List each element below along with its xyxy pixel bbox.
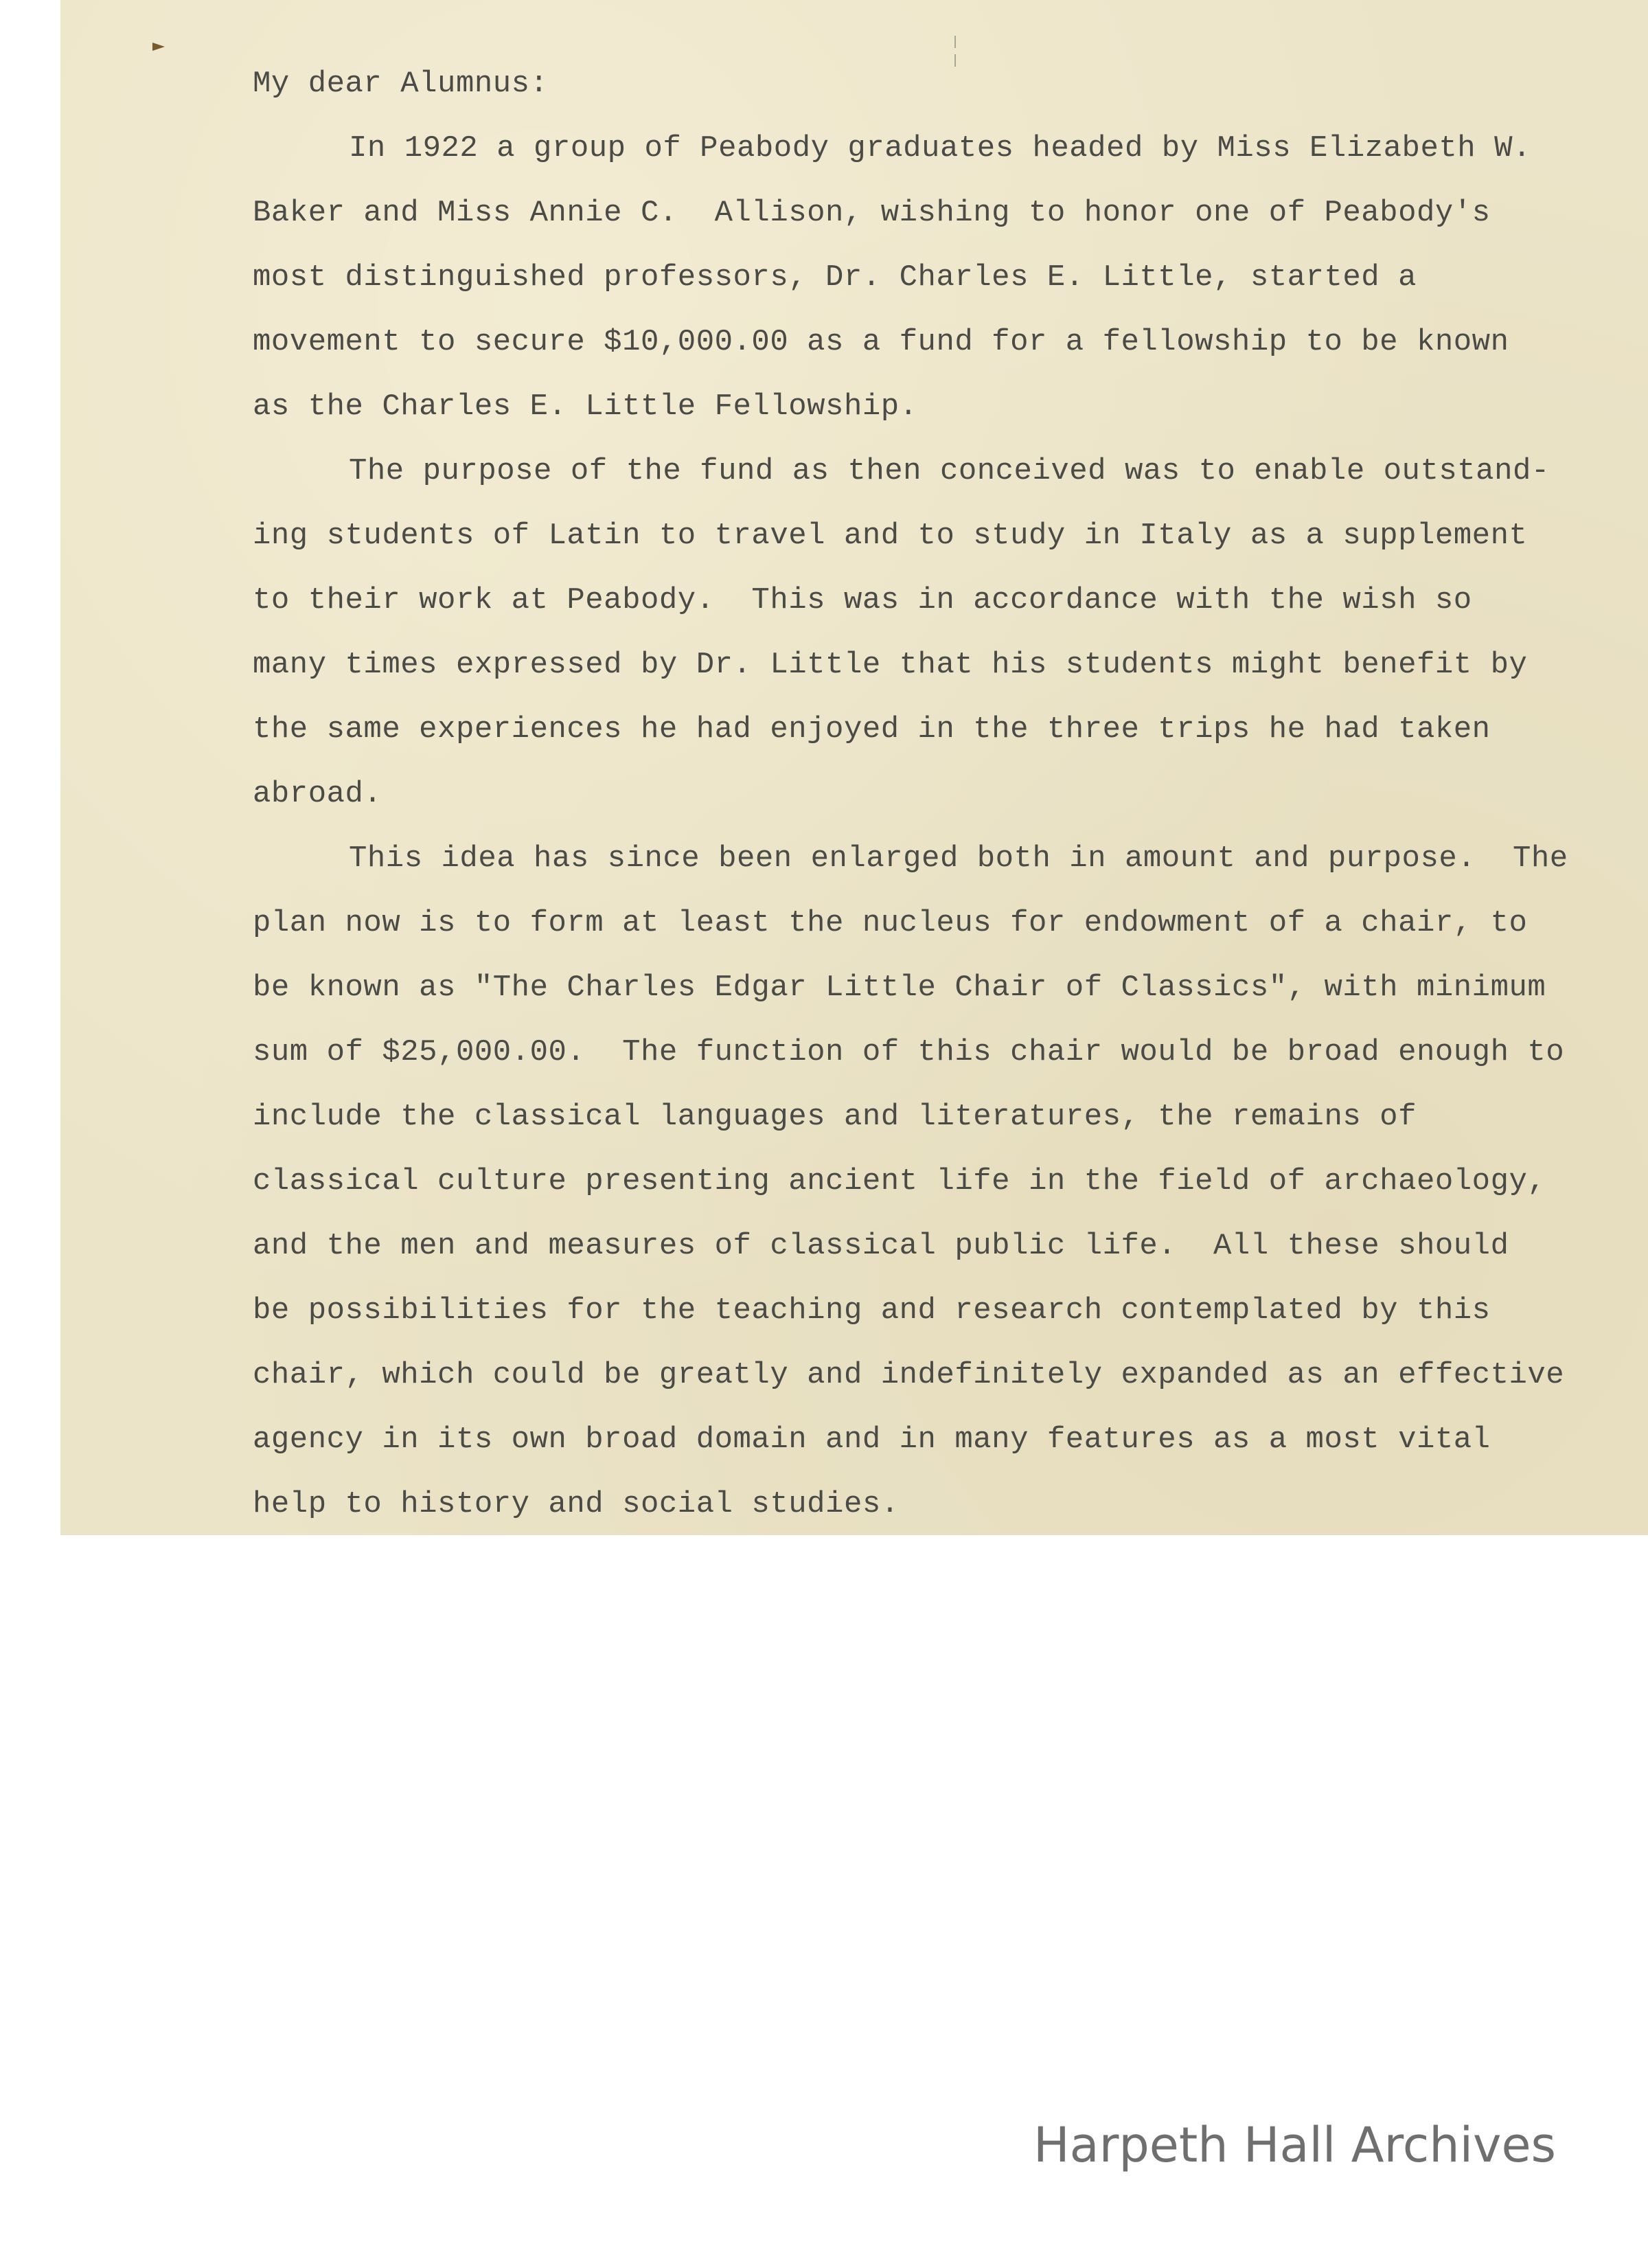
letter-line: help to history and social studies. xyxy=(253,1487,900,1521)
archive-watermark: Harpeth Hall Archives xyxy=(1033,2117,1556,2173)
letter-line: as the Charles E. Little Fellowship. xyxy=(253,389,918,424)
letter-line: the same experiences he had enjoyed in the three trips he had taken xyxy=(253,712,1491,747)
letter-line: classical culture presenting ancient life in the field of archaeology, xyxy=(253,1164,1546,1199)
letter-line: In 1922 a group of Peabody graduates headed by Miss Elizabeth W. xyxy=(349,131,1531,166)
letter-line: The purpose of the fund as then conceived was to enable outstand- xyxy=(349,454,1550,488)
letter-line: ing students of Latin to travel and to study in Italy as a supplement xyxy=(253,519,1528,553)
letter-line: many times expressed by Dr. Little that his students might benefit by xyxy=(253,648,1528,682)
letter-line: sum of $25,000.00. The function of this chair would be broad enough to xyxy=(253,1035,1565,1069)
letter-line: This idea has since been enlarged both in amount and purpose. The xyxy=(349,841,1568,876)
letter-line: most distinguished professors, Dr. Charles E. Little, started a xyxy=(253,260,1417,295)
letter-page xyxy=(60,0,1648,1535)
letter-line: abroad. xyxy=(253,777,382,811)
letter-line: movement to secure $10,000.00 as a fund for a fellowship to be known xyxy=(253,325,1509,359)
letter-line: to their work at Peabody. This was in accordance with the wish so xyxy=(253,583,1472,617)
fold-mark xyxy=(954,36,956,77)
letter-line: be possibilities for the teaching and research contemplated by this xyxy=(253,1293,1491,1328)
letter-line: be known as "The Charles Edgar Little Chair of Classics", with minimum xyxy=(253,971,1546,1005)
margin-mark-icon xyxy=(152,43,165,51)
letter-line: chair, which could be greatly and indefinitely expanded as an effective xyxy=(253,1358,1565,1392)
letter-line: agency in its own broad domain and in many features as a most vital xyxy=(253,1422,1491,1457)
letter-line: plan now is to form at least the nucleus for endowment of a chair, to xyxy=(253,906,1528,940)
salutation: My dear Alumnus: xyxy=(253,67,549,101)
letter-line: and the men and measures of classical public life. All these should xyxy=(253,1229,1509,1263)
letter-line: Baker and Miss Annie C. Allison, wishing to honor one of Peabody's xyxy=(253,196,1491,230)
letter-line: include the classical languages and literatures, the remains of xyxy=(253,1100,1417,1134)
